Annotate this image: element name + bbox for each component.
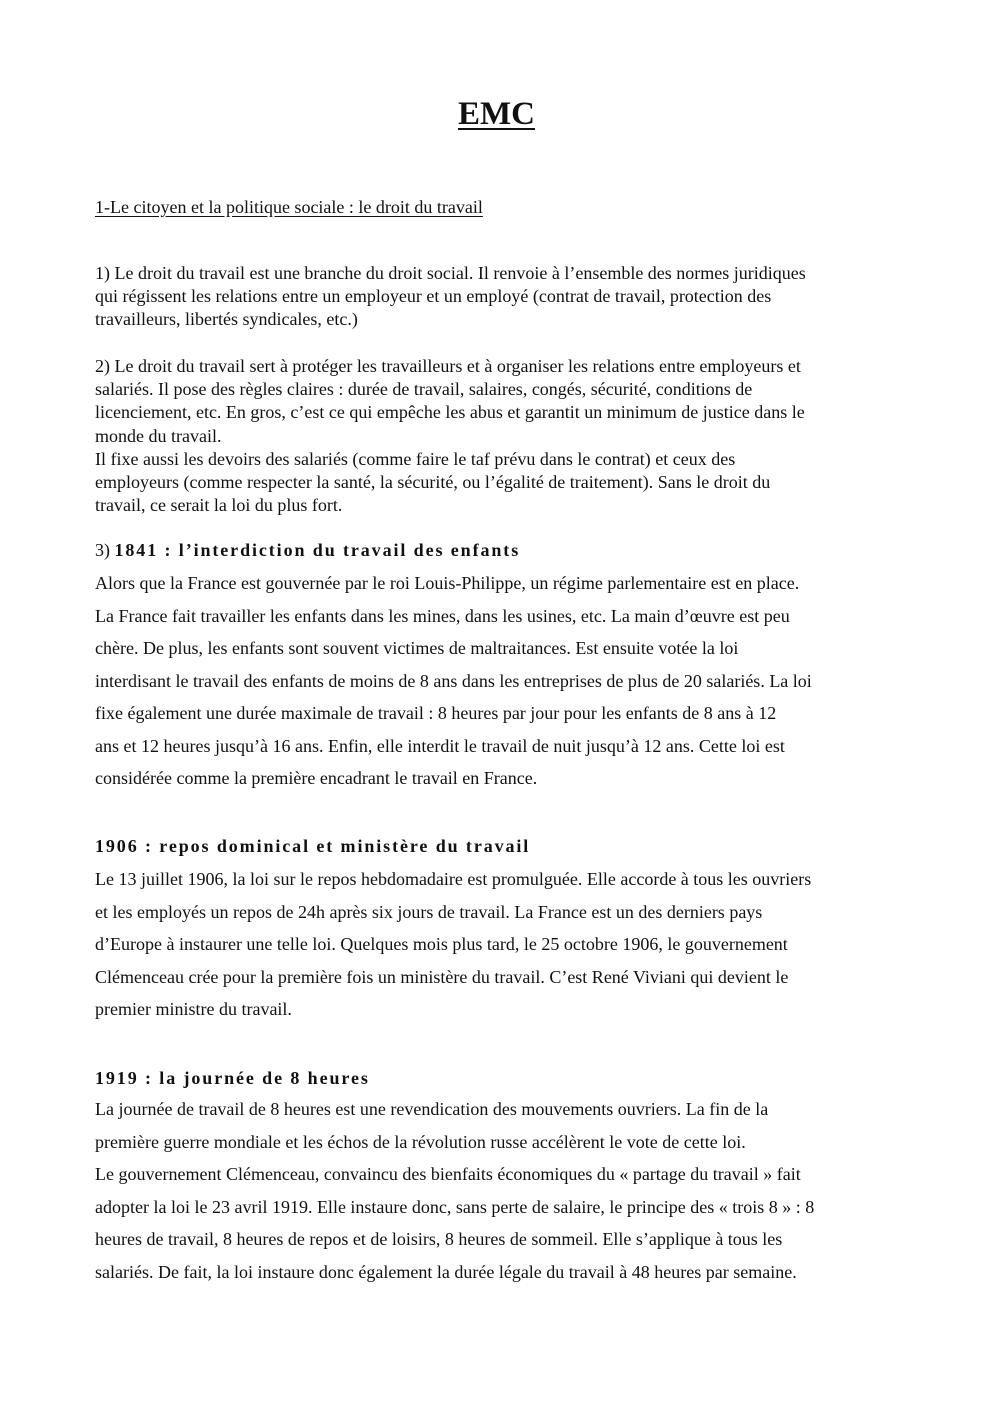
paragraph-line: Le gouvernement Clémenceau, convaincu des bienfaits économiques du « partage du travail » fait <box>95 1164 801 1184</box>
paragraph-line: considérée comme la première encadrant le travail en France. <box>95 768 538 788</box>
heading-1841 <box>95 538 520 562</box>
heading-text: 1906 : repos dominical et ministère du travail <box>95 836 531 856</box>
paragraph-1 <box>95 262 900 332</box>
section-subtitle: 1-Le citoyen et la politique sociale : le droit du travail <box>95 197 483 217</box>
paragraph-line: premier ministre du travail. <box>95 999 292 1019</box>
paragraph-line: La France fait travailler les enfants dans les mines, dans les usines, etc. La main d’œuvre est peu <box>95 605 790 626</box>
paragraph-line: interdisant le travail des enfants de moins de 8 ans dans les entreprises de plus de 20 salariés. La loi <box>95 670 812 691</box>
paragraph-line: salariés. Il pose des règles claires : durée de travail, salaires, congés, sécurité, conditions de <box>95 379 753 400</box>
paragraph-line: 2) Le droit du travail sert à protéger les travailleurs et à organiser les relations entre employeurs et <box>95 356 801 376</box>
paragraph-line: employeurs (comme respecter la santé, la sécurité, ou l’égalité de traitement). Sans le droit du <box>95 472 771 493</box>
paragraph-line: d’Europe à instaurer une telle loi. Quelques mois plus tard, le 25 octobre 1906, le gouvernement <box>95 934 788 954</box>
paragraph-line: travail, ce serait la loi du plus fort. <box>95 495 343 516</box>
paragraph-line: Clémenceau crée pour la première fois un ministère du travail. C’est René Viviani qui devient le <box>95 966 789 987</box>
paragraph-line: La journée de travail de 8 heures est une revendication des mouvements ouvriers. La fin de la <box>95 1099 769 1119</box>
section-1841-body <box>95 567 900 795</box>
paragraph-line: adopter la loi le 23 avril 1919. Elle instaure donc, sans perte de salaire, le principe des « trois 8 » : 8 <box>95 1196 815 1217</box>
paragraph-line: Le 13 juillet 1906, la loi sur le repos hebdomadaire est promulguée. Elle accorde à tous les ouvriers <box>95 869 812 889</box>
paragraph-line: Alors que la France est gouvernée par le roi Louis-Philippe, un régime parlementaire est en place. <box>95 573 800 593</box>
heading-1906 <box>95 834 530 858</box>
heading-text: 1841 : l’interdiction du travail des enfants <box>114 540 521 560</box>
section-1906-body <box>95 863 900 1026</box>
paragraph-line: Il fixe aussi les devoirs des salariés (comme faire le taf prévu dans le contrat) et ceux des <box>95 448 736 469</box>
heading-text: 1919 : la journée de 8 heures <box>95 1068 370 1088</box>
paragraph-line: qui régissent les relations entre un employeur et un employé (contrat de travail, protection des <box>95 286 772 307</box>
paragraph-line: 1) Le droit du travail est une branche du droit social. Il renvoie à l’ensemble des normes juridiques <box>95 263 806 283</box>
heading-prefix: 3) <box>95 540 115 560</box>
paragraph-line: et les employés un repos de 24h après six jours de travail. La France est un des derniers pays <box>95 901 763 922</box>
section-1919-body <box>95 1093 900 1288</box>
document-title: EMC <box>458 96 535 132</box>
paragraph-line: salariés. De fait, la loi instaure donc également la durée légale du travail à 48 heures par semaine. <box>95 1261 797 1282</box>
paragraph-line: fixe également une durée maximale de travail : 8 heures par jour pour les enfants de 8 ans à 12 <box>95 703 777 723</box>
paragraph-line: première guerre mondiale et les échos de la révolution russe accélèrent le vote de cette loi. <box>95 1131 746 1152</box>
paragraph-line: licenciement, etc. En gros, c’est ce qui empêche les abus et garantit un minimum de justice dans le <box>95 402 805 423</box>
paragraph-2 <box>95 355 900 517</box>
paragraph-line: monde du travail. <box>95 425 222 446</box>
paragraph-line: travailleurs, libertés syndicales, etc.) <box>95 309 358 330</box>
paragraph-line: chère. De plus, les enfants sont souvent victimes de maltraitances. Est ensuite votée la loi <box>95 638 739 658</box>
heading-1919 <box>95 1066 370 1090</box>
paragraph-line: heures de travail, 8 heures de repos et de loisirs, 8 heures de sommeil. Elle s’applique à tous les <box>95 1229 783 1249</box>
paragraph-line: ans et 12 heures jusqu’à 16 ans. Enfin, elle interdit le travail de nuit jusqu’à 12 ans. Cette loi est <box>95 735 785 756</box>
